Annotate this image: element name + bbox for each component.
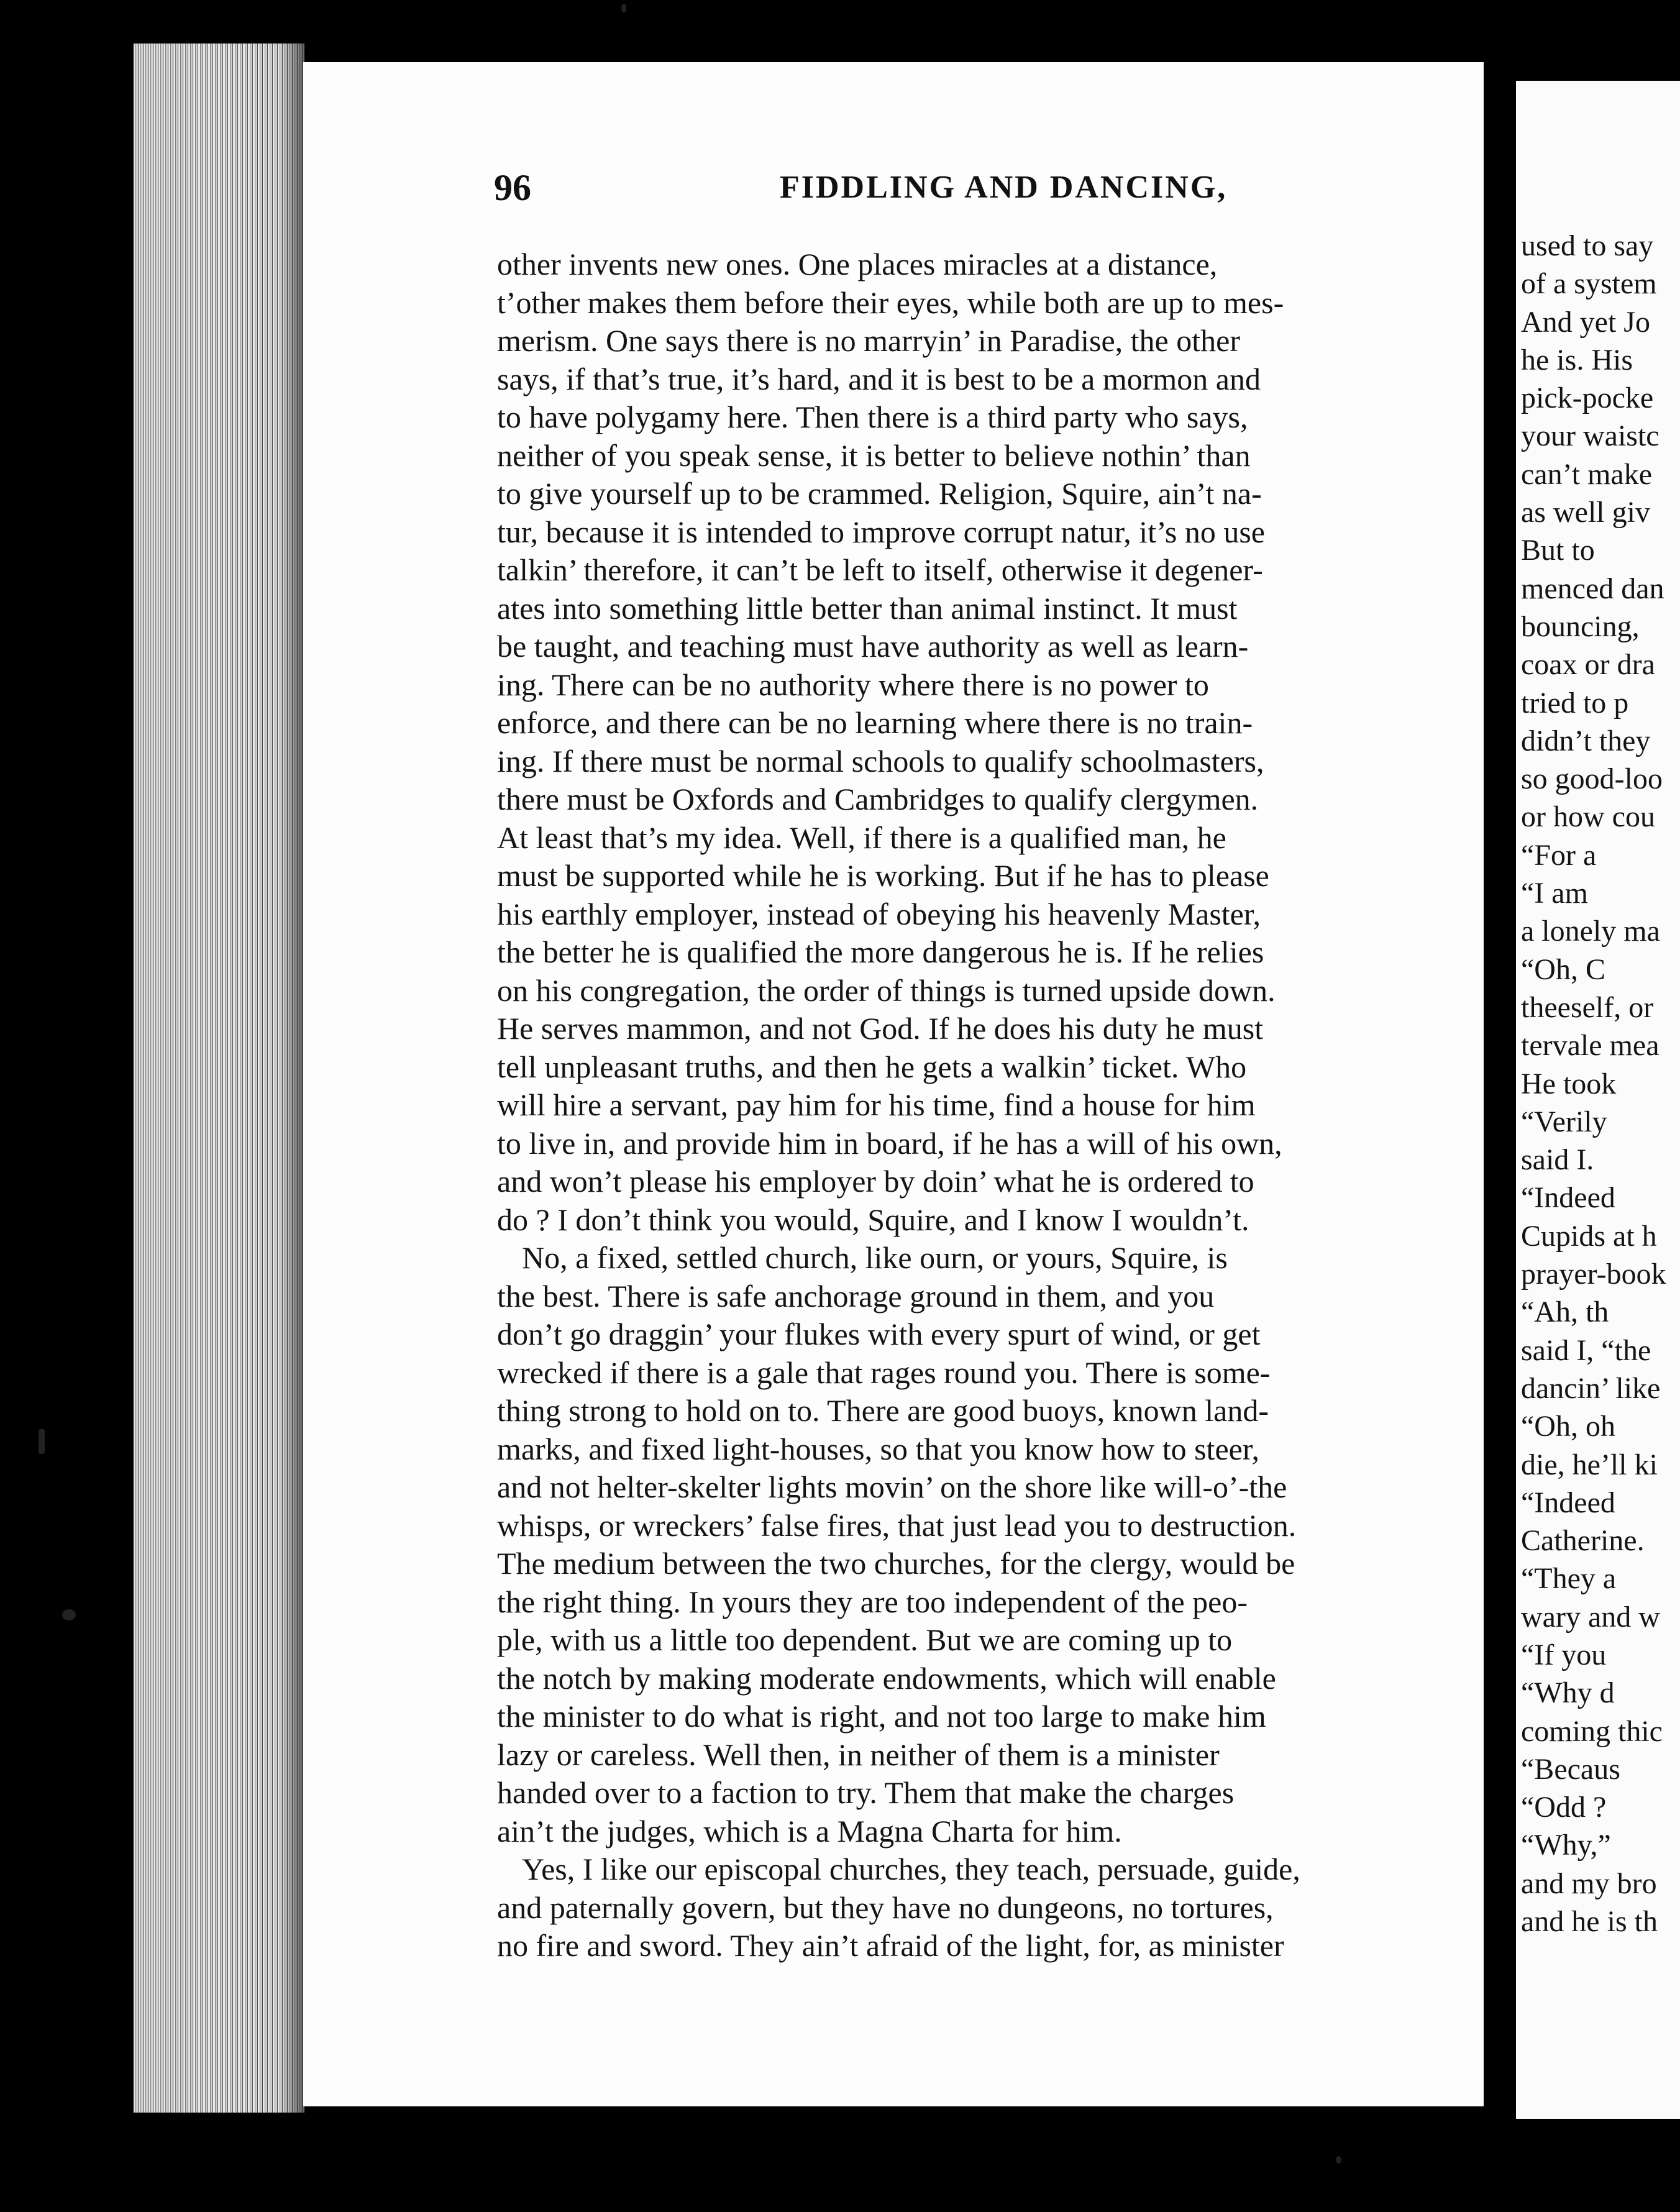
text-line: lazy or careless. Well then, in neither of them is a minister — [497, 1737, 1220, 1772]
text-line: ates into something little better than animal instinct. It must — [497, 590, 1238, 626]
text-line: merism. One says there is no marryin’ in Paradise, the other — [497, 323, 1240, 358]
text-line: must be supported while he is working. But if he has to please — [497, 858, 1269, 893]
text-line: his earthly employer, instead of obeying his heavenly Master, — [497, 896, 1261, 931]
right-text-line: as well giv — [1521, 496, 1650, 529]
right-text-line: “Why d — [1521, 1676, 1615, 1710]
right-text-line: die, he’ll ki — [1521, 1448, 1658, 1481]
right-text-line: And yet Jo — [1521, 305, 1650, 339]
right-text-line: wary and w — [1521, 1600, 1660, 1634]
text-line: there must be Oxfords and Cambridges to qualify clergymen. — [497, 782, 1259, 816]
right-text-line: Catherine. — [1521, 1524, 1645, 1558]
right-text-line: prayer-book — [1521, 1258, 1666, 1291]
right-text-line: “For a — [1521, 838, 1597, 872]
running-title: FIDDLING AND DANCING, — [780, 170, 1228, 205]
text-line: ple, with us a little too dependent. But we are coming up to — [497, 1622, 1233, 1657]
body-text — [497, 245, 1466, 1965]
right-text-line: theeself, or — [1521, 990, 1654, 1024]
right-text-line: and my bro — [1521, 1867, 1657, 1900]
text-line: No, a fixed, settled church, like ourn, or yours, Squire, is — [522, 1240, 1228, 1275]
text-line: Yes, I like our episcopal churches, they teach, persuade, guide, — [522, 1852, 1300, 1886]
text-line: the right thing. In yours they are too independent of the peo- — [497, 1584, 1248, 1619]
right-page-text — [1521, 227, 1680, 1940]
right-text-line: coax or dra — [1521, 648, 1655, 682]
right-text-line: “Oh, oh — [1521, 1410, 1615, 1443]
right-text-line: “Verily — [1521, 1105, 1607, 1138]
text-line: thing strong to hold on to. There are good buoys, known land- — [497, 1393, 1269, 1428]
right-text-line: can’t make — [1521, 457, 1653, 491]
text-line: be taught, and teaching must have authority as well as learn- — [497, 629, 1249, 664]
text-line: and paternally govern, but they have no dungeons, no tortures, — [497, 1890, 1274, 1925]
right-text-line: bouncing, — [1521, 610, 1640, 643]
text-line: ain’t the judges, which is a Magna Charta for him. — [497, 1813, 1122, 1849]
text-line: the notch by making moderate endowments, which will enable — [497, 1660, 1276, 1696]
right-text-line: or how cou — [1521, 800, 1655, 834]
right-text-line: and he is th — [1521, 1905, 1658, 1939]
text-line: the better he is qualified the more dangerous he is. If he relies — [497, 935, 1264, 969]
right-text-line: “Oh, C — [1521, 953, 1605, 986]
text-line: He serves mammon, and not God. If he does his duty he must — [497, 1011, 1264, 1046]
text-line: ing. If there must be normal schools to qualify schoolmasters, — [497, 743, 1264, 779]
text-line: to give yourself up to be crammed. Religion, Squire, ain’t na- — [497, 476, 1262, 511]
text-line: no fire and sword. They ain’t afraid of the light, for, as minister — [497, 1928, 1284, 1963]
text-line: enforce, and there can be no learning where there is no train- — [497, 705, 1253, 740]
text-line: do ? I don’t think you would, Squire, and I know I wouldn’t. — [497, 1202, 1249, 1237]
right-text-line: your waistc — [1521, 419, 1659, 453]
right-text-line: a lonely ma — [1521, 915, 1660, 948]
text-line: wrecked if there is a gale that rages round you. There is some- — [497, 1355, 1271, 1390]
right-text-line: coming thic — [1521, 1714, 1663, 1748]
text-line: on his congregation, the order of things is turned upside down. — [497, 972, 1276, 1008]
right-text-line: didn’t they — [1521, 724, 1651, 757]
right-text-line: He took — [1521, 1067, 1617, 1100]
right-text-line: “Becaus — [1521, 1752, 1620, 1786]
text-line: and won’t please his employer by doin’ what he is ordered to — [497, 1164, 1254, 1199]
right-text-line: tried to p — [1521, 686, 1629, 720]
text-line: the minister to do what is right, and not too large to make him — [497, 1699, 1266, 1734]
right-text-line: so good-loo — [1521, 762, 1663, 796]
right-text-line: said I, “the — [1521, 1333, 1651, 1367]
text-line: t’other makes them before their eyes, while both are up to mes- — [497, 285, 1284, 320]
text-line: tell unpleasant truths, and then he gets a walkin’ ticket. Who — [497, 1049, 1247, 1084]
right-text-line: But to — [1521, 534, 1595, 567]
text-line: whisps, or wreckers’ false fires, that just lead you to destruction. — [497, 1507, 1297, 1543]
dust-speck — [621, 4, 626, 12]
text-line: will hire a servant, pay him for his time, find a house for him — [497, 1087, 1256, 1122]
dust-speck — [1336, 2156, 1341, 2164]
text-line: to live in, and provide him in board, if he has a will of his own, — [497, 1125, 1282, 1161]
right-text-line: used to say — [1521, 229, 1654, 262]
text-line: handed over to a faction to try. Them that make the charges — [497, 1775, 1235, 1810]
right-text-line: “Indeed — [1521, 1181, 1615, 1215]
right-text-line: tervale mea — [1521, 1029, 1659, 1063]
right-text-line: said I. — [1521, 1143, 1594, 1177]
right-text-line: “They a — [1521, 1562, 1617, 1596]
text-line: to have polygamy here. Then there is a third party who says, — [497, 400, 1248, 434]
right-text-line: of a system — [1521, 267, 1657, 301]
right-text-line: Cupids at h — [1521, 1219, 1657, 1253]
text-line: ing. There can be no authority where there is no power to — [497, 667, 1209, 702]
text-line: At least that’s my idea. Well, if there is a qualified man, he — [497, 820, 1226, 855]
running-head — [494, 167, 1482, 216]
right-text-line: “Odd ? — [1521, 1791, 1607, 1824]
text-line: don’t go draggin’ your flukes with every spurt of wind, or get — [497, 1317, 1261, 1351]
page-number: 96 — [494, 167, 531, 208]
text-line: marks, and fixed light-houses, so that you know how to steer, — [497, 1431, 1259, 1466]
right-text-line: “Indeed — [1521, 1486, 1615, 1519]
text-line: and not helter-skelter lights movin’ on the shore like will-o’-the — [497, 1469, 1287, 1504]
dust-speck — [62, 1609, 76, 1620]
text-line: The medium between the two churches, for the clergy, would be — [497, 1546, 1295, 1581]
right-text-line: “Why,” — [1521, 1829, 1611, 1862]
book-page-edges — [134, 43, 304, 2113]
right-text-line: he is. His — [1521, 343, 1633, 377]
text-line: tur, because it is intended to improve corrupt natur, it’s no use — [497, 514, 1265, 549]
right-text-line: dancin’ like — [1521, 1371, 1661, 1405]
right-text-line: “Ah, th — [1521, 1296, 1609, 1329]
text-line: talkin’ therefore, it can’t be left to itself, otherwise it degener- — [497, 552, 1263, 587]
text-line: other invents new ones. One places miracles at a distance, — [497, 247, 1218, 281]
text-line: the best. There is safe anchorage ground in them, and you — [497, 1278, 1215, 1314]
right-text-line: “I am — [1521, 877, 1588, 910]
right-text-line: “If you — [1521, 1638, 1607, 1671]
text-line: says, if that’s true, it’s hard, and it is best to be a mormon and — [497, 361, 1261, 396]
right-text-line: menced dan — [1521, 572, 1664, 605]
dust-speck — [39, 1429, 45, 1454]
text-line: neither of you speak sense, it is better to believe nothin’ than — [497, 437, 1251, 473]
right-text-line: pick-pocke — [1521, 382, 1654, 415]
